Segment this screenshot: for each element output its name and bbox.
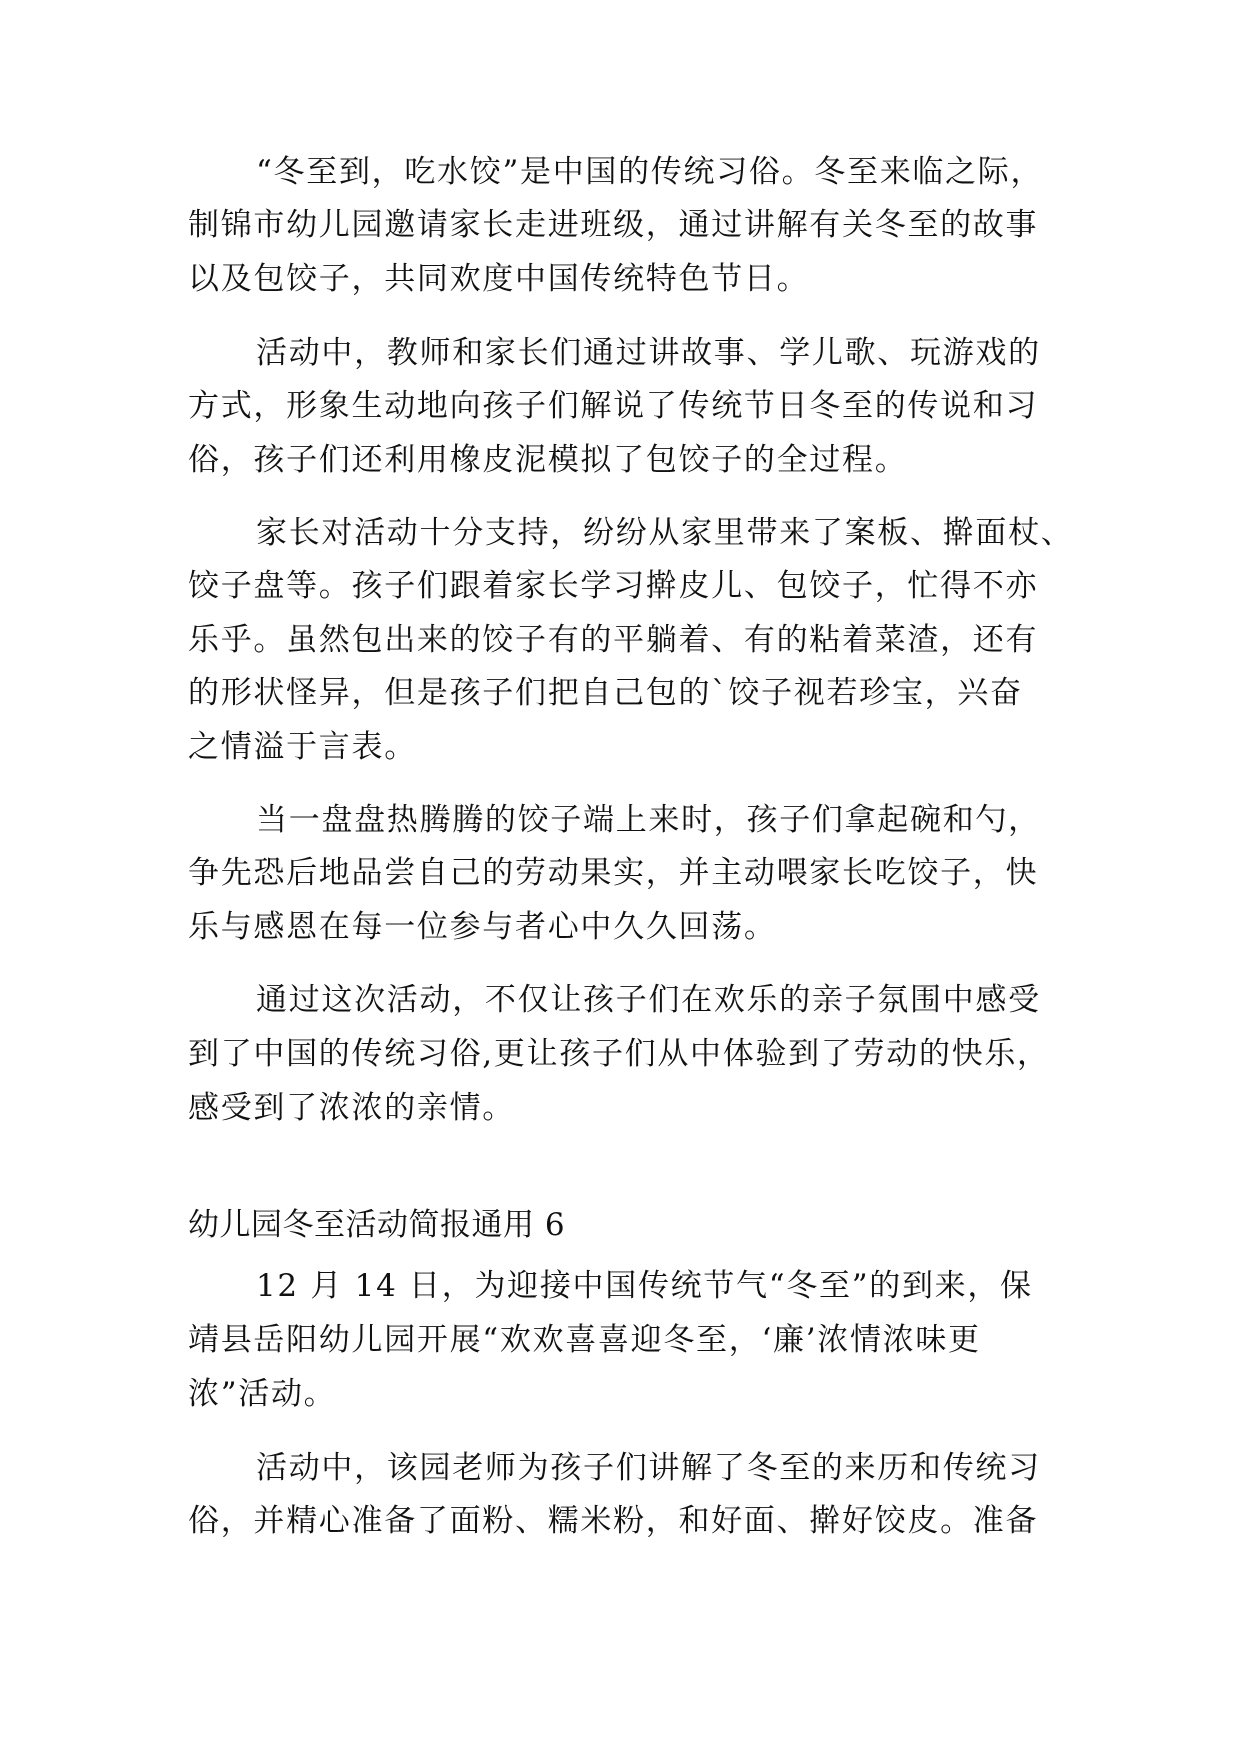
paragraph-line: 饺子盘等。孩子们跟着家长学习擀皮儿、包饺子，忙得不亦 xyxy=(188,568,1039,604)
section-heading: 幼儿园冬至活动简报通用 6 xyxy=(188,1207,566,1243)
paragraph-line: 靖县岳阳幼儿园开展“欢欢喜喜迎冬至，‘廉’浓情浓味更 xyxy=(188,1322,981,1358)
paragraph-line: 12 月 14 日，为迎接中国传统节气“冬至”的到来，保 xyxy=(256,1268,1033,1304)
paragraph-line: 活动中，教师和家长们通过讲故事、学儿歌、玩游戏的 xyxy=(256,335,1041,371)
paragraph-line: 方式，形象生动地向孩子们解说了传统节日冬至的传说和习 xyxy=(188,388,1039,424)
paragraph-line: 制锦市幼儿园邀请家长走进班级，通过讲解有关冬至的故事 xyxy=(188,207,1039,243)
paragraph-line: 到了中国的传统习俗,更让孩子们从中体验到了劳动的快乐， xyxy=(188,1036,1050,1072)
paragraph-line: 通过这次活动，不仅让孩子们在欢乐的亲子氛围中感受 xyxy=(256,982,1041,1018)
paragraph-line: 乐与感恩在每一位参与者心中久久回荡。 xyxy=(188,909,777,945)
paragraph-line: 当一盘盘热腾腾的饺子端上来时，孩子们拿起碗和勺， xyxy=(256,802,1041,838)
paragraph-line: 活动中，该园老师为孩子们讲解了冬至的来历和传统习 xyxy=(256,1450,1041,1486)
paragraph-line: 俗，孩子们还利用橡皮泥模拟了包饺子的全过程。 xyxy=(188,442,908,478)
paragraph-line: “冬至到，吃水饺”是中国的传统习俗。冬至来临之际， xyxy=(256,154,1044,190)
paragraph-line: 俗，并精心准备了面粉、糯米粉，和好面、擀好饺皮。准备 xyxy=(188,1503,1039,1539)
paragraph-line: 以及包饺子，共同欢度中国传统特色节日。 xyxy=(188,261,810,297)
paragraph-line: 感受到了浓浓的亲情。 xyxy=(188,1090,515,1126)
paragraph-line: 争先恐后地品尝自己的劳动果实，并主动喂家长吃饺子，快 xyxy=(188,855,1039,891)
paragraph-line: 的形状怪异，但是孩子们把自己包的`饺子视若珍宝，兴奋 xyxy=(188,675,1023,711)
paragraph-line: 之情溢于言表。 xyxy=(188,729,417,765)
paragraph-line: 浓”活动。 xyxy=(188,1376,337,1412)
paragraph-line: 乐乎。虽然包出来的饺子有的平躺着、有的粘着菜渣，还有 xyxy=(188,622,1039,658)
paragraph-line: 家长对活动十分支持，纷纷从家里带来了案板、擀面杖、 xyxy=(256,515,1074,551)
